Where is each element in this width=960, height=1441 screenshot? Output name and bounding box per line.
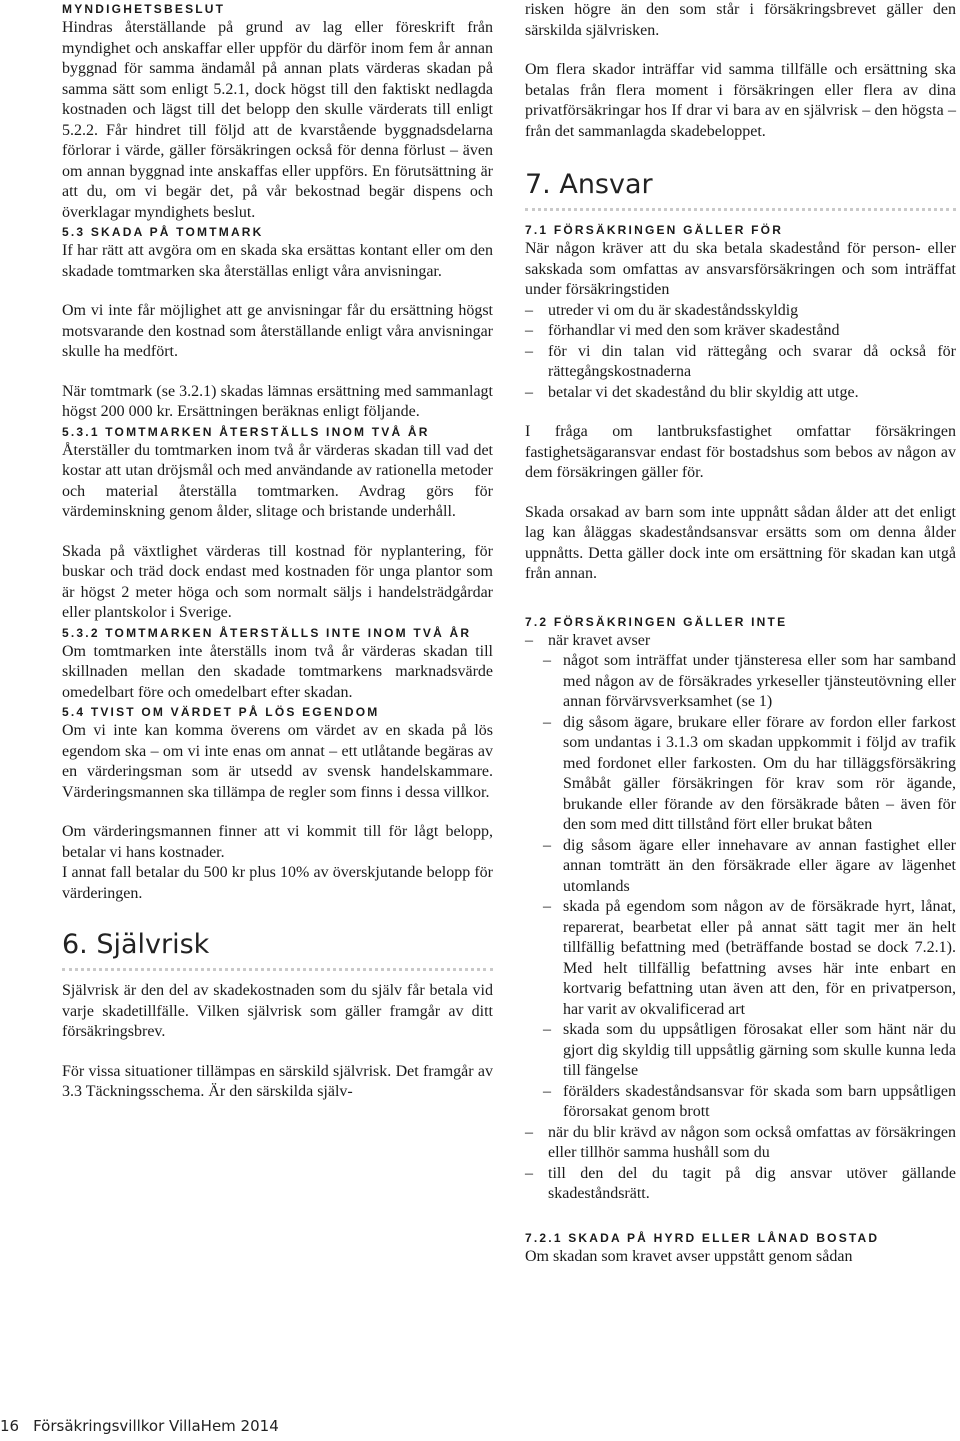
heading-7-2-1: 7.2.1 SKADA PÅ HYRD ELLER LÅNAD BOSTAD — [525, 1230, 880, 1245]
paragraph: När tomtmark (se 3.2.1) skadas lämnas ersättning med sammanlagt högst 200 000 kr. Ersättningen beräknas enligt följande. — [62, 382, 493, 420]
sublist-item: – dig såsom ägare, brukare eller förare av fordon eller farkost som undantas i 3.1.3 om skadan uppkommit i följd av trafik med fordonet eller farkosten. Om du har tilläggsförsäkring Småbåt gäller försäkringen för krav som rör ägande, brukande eller förande av den försäkrade båten – även för den som med ditt tillstånd fört eller brukat båten — [525, 713, 956, 836]
heading-7-1: 7.1 FÖRSÄKRINGEN GÄLLER FÖR — [525, 223, 784, 237]
left-column — [62, 0, 493, 1103]
heading-7-2: 7.2 FÖRSÄKRINGEN GÄLLER INTE — [525, 614, 788, 629]
paragraph: Skada på växtlighet värderas till kostnad för nyplantering, för buskar och träd dock endast med kostnaden för unga plantor som är högst 2 meter höga och som normalt säljs i handelsträdgårdar eller plantskolor i Sverige. — [62, 542, 493, 621]
paragraph: Om vi inte får möjlighet att ge anvisningar får du ersättning högst motsvarande den kostnad som återställande enligt våra anvisningar skulle ha medfört. — [62, 302, 493, 360]
paragraph: Om värderingsmannen finner att vi kommit till för lågt belopp, betalar vi hans kostnader. — [62, 823, 493, 861]
list-item: – till den del du tagit på dig ansvar utöver gällande skadeståndsrätt. — [525, 1164, 956, 1205]
heading-5-3-2: 5.3.2 TOMTMARKEN ÅTERSTÄLLS INTE INOM TVÅ ÅR — [62, 625, 472, 640]
page-footer — [0, 1417, 279, 1435]
paragraph: Om flera skador inträffar vid samma tillfälle och ersättning ska betalas från flera moment i försäkringen eller flera av dina privatförsäkringar hos If drar vi bara av en självrisk – den högsta – från det sammanlagda skadebeloppet. — [525, 61, 956, 140]
paragraph: I annat fall betalar du 500 kr plus 10% av överskjutande belopp för värderingen. — [62, 864, 493, 902]
sublist-item: – något som inträffat under tjänsteresa eller som har samband med någon av de försäkrades yrkeseller tjänsteutövning eller annan förvärvsverksamhet (se 1) — [525, 651, 956, 713]
heading-myndighetsbeslut: MYNDIGHETSBESLUT — [62, 2, 226, 16]
list-item — [525, 631, 956, 1123]
coverage-list — [525, 301, 956, 404]
sublist-item: – dig såsom ägare eller innehavare av annan fastighet eller annan tomträtt än den försäkrade eller ägare av lägenhet utomlands — [525, 836, 956, 898]
sublist-item: – förälders skadeståndsansvar för skada som barn uppsåtligen förorsakat genom brott — [525, 1082, 956, 1123]
paragraph: Om tomtmarken inte återställs inom två år värderas skadan till skillnaden mellan den skadade tomtmarkens marknadsvärde omedelbart före och omedelbart efter skadan. — [62, 642, 493, 701]
paragraph: If har rätt att avgöra om en skada ska ersättas kontant eller om den skadade tomtmarken ska återställas enligt våra anvisningar. — [62, 242, 493, 280]
paragraph: Hindras återställande på grund av lag eller föreskrift från myndighet och anskaffar eller uppför du därför inom fem år annan byggnad för samma ändamål på annan plats värderas skadan på samma sätt som enligt 5.2.1, dock högst till den faktiskt nedlagda kostnaden och lägst till det belopp den skulle värderats till enligt 5.2.2. Får hindret till följd att de kvarstående byggnadsdelarna förlorar i värde, gäller försäkringen också för denna förlust – även om annan byggnad inte anskaffas eller uppförs. En förutsättning är att du, om vi begär det, på vår bekostnad begär dispens och överklagar myndighets beslut. — [62, 19, 493, 221]
heading-5-3: 5.3 SKADA PÅ TOMTMARK — [62, 225, 264, 239]
paragraph: Om skadan som kravet avser uppstått genom sådan — [525, 1247, 853, 1265]
sublist-item: – skada på egendom som någon av de försäkrade hyrt, lånat, reparerat, bearbetat eller på annat sätt tagit mer än helt tillfällig befattning med (beträffande bostad se dock 7.2.1). Med helt tillfällig befattning avses här inte enbart en kortvarig befattning utan även att den, för en privatperson, har varit av okvalificerad art — [525, 897, 956, 1020]
paragraph: För vissa situationer tillämpas en särskild självrisk. Det framgår av 3.3 Täckningsschema. Är den särskilda själv- — [62, 1062, 493, 1100]
exclusion-sublist — [525, 651, 956, 1123]
paragraph: Skada orsakad av barn som inte uppnått sådan ålder att det enligt lag kan åläggas skadeståndsansvar ersätts som om denna ålder uppnåtts. Detta gäller dock inte om ersättning för skadan kan utgå från annan. — [525, 503, 956, 582]
heading-5-4: 5.4 TVIST OM VÄRDET PÅ LÖS EGENDOM — [62, 705, 380, 719]
heading-5-3-1: 5.3.1 TOMTMARKEN ÅTERSTÄLLS INOM TVÅ ÅR — [62, 424, 430, 439]
sublist-item: – skada som du uppsåtligen förosakat eller som hänt när du gjort dig skyldig till uppsåtlig gärning som skulle kunna leda till fängelse — [525, 1020, 956, 1082]
paragraph: När någon kräver att du ska betala skadestånd för person- eller sakskada som omfattas av ansvarsförsäkringen och som inträffat under försäkringstiden — [525, 240, 956, 298]
list-item-text: när kravet avser — [548, 631, 651, 649]
right-column — [525, 0, 956, 1267]
paragraph: Återställer du tomtmarken inom två år värderas skadan till vad det kostar att utan dröjsmål och med användande av rationella metoder och material återställa tomtmarken. Avdrag görs för värdeminskning genom ålder, slitage och bristande underhåll. — [62, 441, 493, 520]
list-item: – förhandlar vi med den som kräver skadestånd — [525, 321, 956, 342]
list-item: – utreder vi om du är skadeståndsskyldig — [525, 301, 956, 322]
heading-7-ansvar: 7. Ansvar — [525, 169, 653, 200]
document-title: Försäkringsvillkor VillaHem 2014 — [33, 1417, 279, 1435]
dotted-divider — [525, 208, 956, 211]
exclusion-list — [525, 631, 956, 1205]
list-item: – när du blir krävd av någon som också omfattas av försäkringen eller tillhör samma hushåll som du — [525, 1123, 956, 1164]
list-item: – betalar vi det skadestånd du blir skyldig att utge. — [525, 383, 956, 404]
heading-6-sjalvrisk: 6. Självrisk — [62, 929, 210, 960]
paragraph: I fråga om lantbruksfastighet omfattar försäkringen fastighetsägaransvar endast för bostadshus som bebos av någon av dem försäkringen gäller för. — [525, 423, 956, 481]
paragraph: risken högre än den som står i försäkringsbrevet gäller den särskilda självrisken. — [525, 1, 956, 39]
paragraph: Om vi inte kan komma överens om värdet av en skada på lös egendom ska – om vi inte enas om annat – ett utlåtande begäras av en värderingsman som är utsedd av svensk handelskammare. Värderingsmannen ska tillämpa de regler som finns i dessa villkor. — [62, 722, 493, 801]
list-item: – för vi din talan vid rättegång och svarar då också för rättegångskostnaderna — [525, 342, 956, 383]
page-number: 16 — [0, 1417, 20, 1435]
paragraph: Självrisk är den del av skadekostnaden som du själv får betala vid varje skadetillfälle. Vilken självrisk som gäller framgår av ditt försäkringsbrev. — [62, 982, 493, 1040]
dotted-divider — [62, 968, 493, 971]
